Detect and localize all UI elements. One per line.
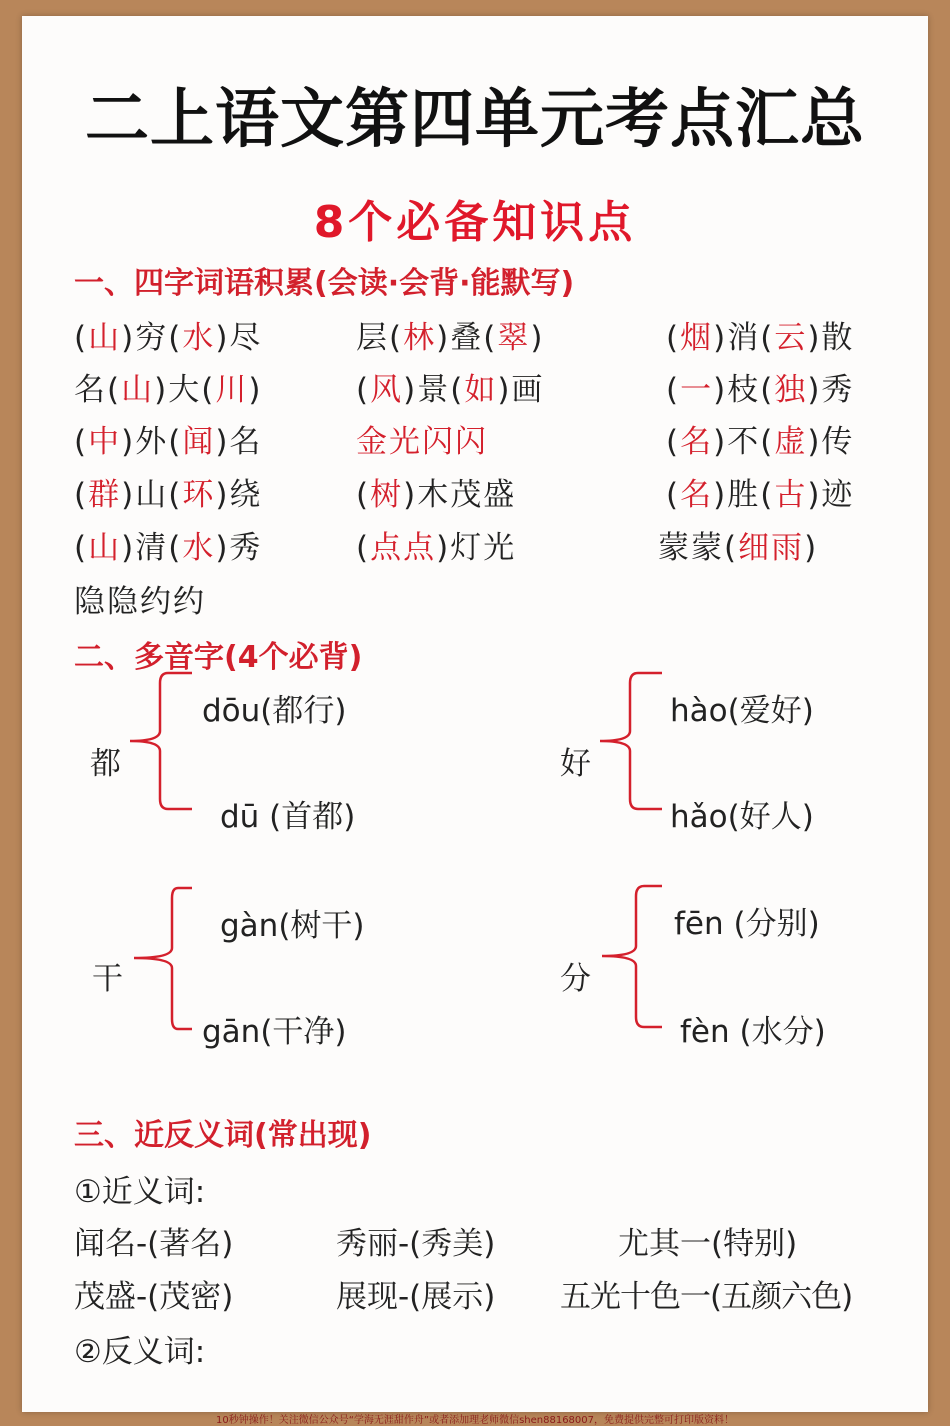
word-text: 蒙蒙( [658,530,739,566]
section2-heading: 二、多音字(4个必背) [74,640,363,675]
idiom-word [74,416,262,461]
polyphone-reading-1: dōu(都行) [202,693,347,729]
section1-heading: 一、四字词语积累(会读·会背·能默写) [74,266,575,301]
answer-text: 如 [464,372,498,408]
polyphone-reading-1: fēn (分别) [674,906,820,942]
word-text: ( [666,477,681,513]
idiom-word [666,469,854,514]
idiom-word [356,469,516,514]
footer-note: 10秒钟操作！关注微信公众号“学海无涯甜作舟”或者添加理老师微信shen88168007，免费提供完整可打印版资料！ [215,1415,735,1426]
brace-icon [126,671,196,811]
answer-text: 闻 [182,424,216,460]
word-text: ( [74,477,89,513]
word-text: ) [530,320,545,356]
page-title: 二上语文第四单元考点汇总 [85,82,865,157]
word-text: )秀 [807,372,855,408]
synonym-label: ①近义词: [74,1174,206,1210]
polyphone-char-gan: 干 [92,961,123,997]
polyphone-reading-2: fèn (水分) [680,1014,826,1050]
answer-text: 烟 [680,320,714,356]
word-text: ( [74,320,89,356]
word-text: 名( [74,372,122,408]
idiom-word [666,416,854,461]
brace-icon [596,884,666,1029]
polyphone-reading-2: hǎo(好人) [670,799,814,835]
polyphone-char-fen: 分 [560,961,591,997]
word-text: )尽 [215,320,263,356]
word-text: ( [74,530,89,566]
answer-text: 群 [88,477,122,513]
answer-text: 名 [680,424,714,460]
answer-text: 水 [182,320,216,356]
word-text: ( [666,372,681,408]
word-text: ( [666,320,681,356]
word-text: ( [666,424,681,460]
polyphone-reading-2: gān(干净) [202,1014,347,1050]
word-text: ( [356,372,371,408]
word-text: )叠( [436,320,498,356]
idiom-word [356,312,544,357]
idiom-word [74,469,262,514]
word-text: )散 [807,320,855,356]
idiom-word [658,522,818,567]
page-subtitle: 8个必备知识点 [313,197,637,248]
answer-text: 一 [680,372,714,408]
answer-text: 山 [88,320,122,356]
answer-text: 细雨 [738,530,805,566]
answer-text: 点点 [370,530,437,566]
worksheet-page [22,16,928,1412]
idiom-word [356,416,488,461]
word-text: )山( [121,477,183,513]
synonym-pair: 秀丽-(秀美) [336,1226,496,1262]
polyphone-char-dou: 都 [90,746,121,782]
answer-text: 金光闪闪 [356,424,488,460]
synonym-pair: 闻名-(著名) [74,1226,234,1262]
word-text: )外( [121,424,183,460]
idiom-word [666,364,854,409]
word-text: )消( [713,320,775,356]
answer-text: 独 [774,372,808,408]
answer-text: 树 [370,477,404,513]
answer-text: 环 [182,477,216,513]
word-text: ) [804,530,819,566]
answer-text: 水 [182,530,216,566]
answer-text: 古 [774,477,808,513]
answer-text: 林 [403,320,437,356]
word-text: )名 [215,424,263,460]
word-text: )木茂盛 [403,477,517,513]
answer-text: 云 [774,320,808,356]
answer-text: 风 [370,372,404,408]
answer-text: 中 [88,424,122,460]
synonym-pair: 尤其一(特别) [618,1226,798,1262]
idiom-word [74,576,206,621]
word-text: ( [74,424,89,460]
idiom-word [356,522,516,567]
brace-icon [126,886,196,1031]
word-text: )绕 [215,477,263,513]
word-text: )秀 [215,530,263,566]
idiom-word [356,364,544,409]
synonym-pair: 五光十色一(五颜六色) [560,1279,853,1315]
answer-text: 虚 [774,424,808,460]
word-text: 层( [356,320,404,356]
word-text: )胜( [713,477,775,513]
word-text: )迹 [807,477,855,513]
answer-text: 翠 [497,320,531,356]
word-text: )枝( [713,372,775,408]
answer-text: 川 [215,372,249,408]
word-text: )画 [497,372,545,408]
brace-icon [596,671,666,811]
idiom-word [74,522,262,567]
polyphone-reading-1: gàn(树干) [220,908,365,944]
idiom-word [666,312,854,357]
word-text: )灯光 [436,530,517,566]
answer-text: 山 [121,372,155,408]
section3-heading: 三、近反义词(常出现) [74,1118,372,1153]
idiom-word [74,312,262,357]
polyphone-reading-1: hào(爱好) [670,693,814,729]
answer-text: 名 [680,477,714,513]
word-text: )大( [154,372,216,408]
word-text: )清( [121,530,183,566]
synonym-pair: 展现-(展示) [336,1279,496,1315]
word-text: ) [248,372,263,408]
polyphone-char-hao: 好 [560,746,591,782]
word-text: )传 [807,424,855,460]
synonym-pair: 茂盛-(茂密) [74,1279,234,1315]
antonym-label: ②反义词: [74,1334,206,1370]
word-text: ( [356,477,371,513]
word-text: ( [356,530,371,566]
polyphone-reading-2: dū (首都) [220,799,356,835]
word-text: )不( [713,424,775,460]
word-text: )穷( [121,320,183,356]
answer-text: 山 [88,530,122,566]
word-text: 隐隐约约 [74,584,206,620]
idiom-word [74,364,262,409]
word-text: )景( [403,372,465,408]
